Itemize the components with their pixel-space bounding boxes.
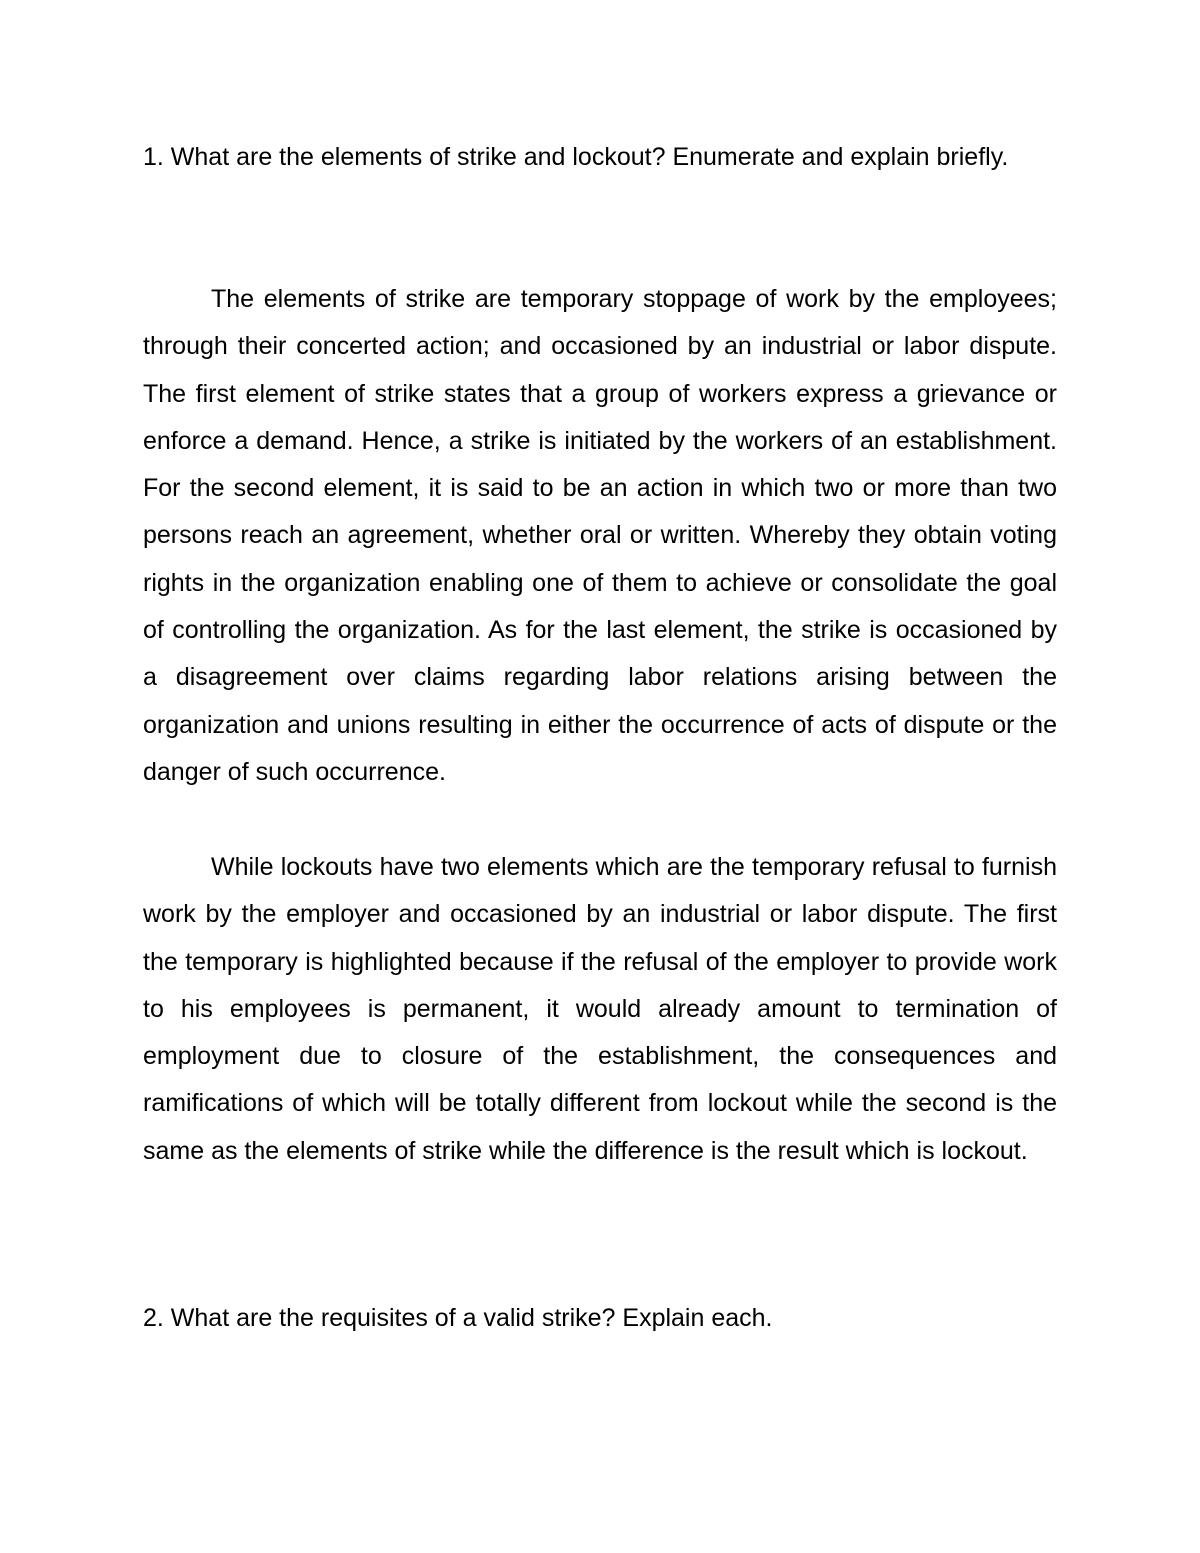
answer-paragraph-lockout: While lockouts have two elements which are the temporary refusal to furnish work by the employer and occasioned by an industrial or labor dispute. The first the temporary is highlighted because if the refusal of the employer to provide work to his employees is permanent, it would already amount to termination of employment due to closure of the establishment, the consequences and ramifications of which will be totally different from lockout while the second is the same as the elements of strike while the difference is the result which is lockout.: [143, 853, 1057, 1165]
question-2: 2. What are the requisites of a valid strike? Explain each.: [143, 1304, 773, 1332]
answer-paragraph-strike: The elements of strike are temporary stoppage of work by the employees; through their concerted action; and occasioned by an industrial or labor dispute. The first element of strike states that a group of workers express a grievance or enforce a demand. Hence, a strike is initiated by the workers of an establishment. For the second element, it is said to be an action in which two or more than two persons reach an agreement, whether oral or written. Whereby they obtain voting rights in the organization enabling one of them to achieve or consolidate the goal of controlling the organization. As for the last element, the strike is occasioned by a disagreement over claims regarding labor relations arising between the organization and unions resulting in either the occurrence of acts of dispute or the danger of such occurrence.: [143, 285, 1057, 786]
question-1: 1. What are the elements of strike and lockout? Enumerate and explain briefly.: [143, 143, 1009, 171]
